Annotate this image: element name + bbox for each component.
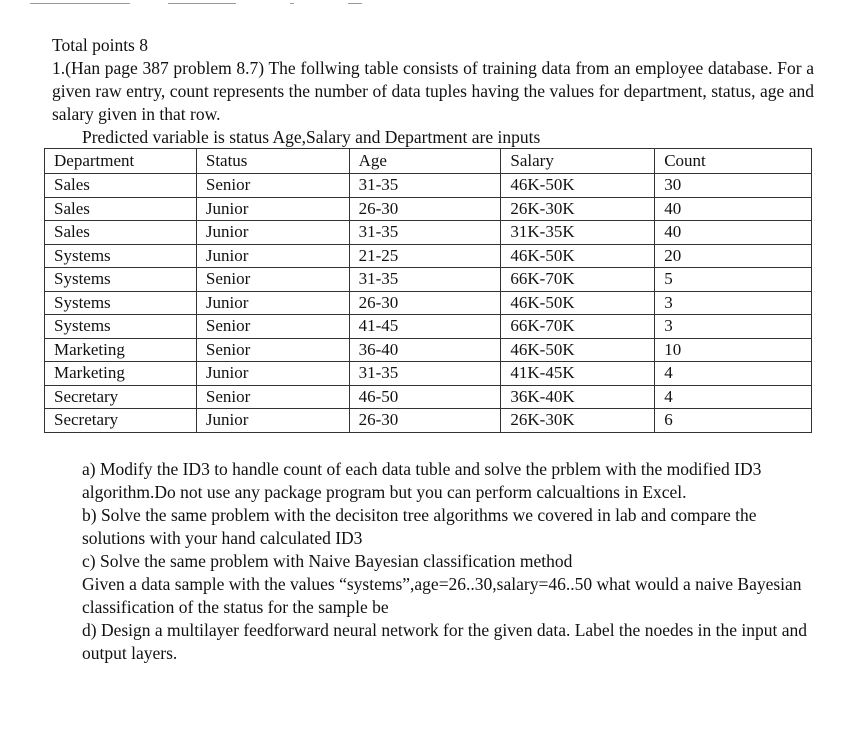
- cell-status: Senior: [196, 268, 349, 292]
- table-row: [45, 338, 812, 362]
- cell-count: 3: [655, 315, 812, 339]
- cell-status: Junior: [196, 409, 349, 433]
- top-edge-marks: [30, 2, 430, 6]
- header-department: Department: [45, 149, 197, 174]
- cell-age: 26-30: [349, 197, 501, 221]
- table-row: [45, 315, 812, 339]
- cell-salary: 36K-40K: [501, 385, 655, 409]
- cell-department: Systems: [45, 291, 197, 315]
- cell-status: Senior: [196, 174, 349, 198]
- header-age: Age: [349, 149, 501, 174]
- cell-status: Junior: [196, 221, 349, 245]
- table-row: [45, 291, 812, 315]
- cell-age: 46-50: [349, 385, 501, 409]
- cell-age: 31-35: [349, 174, 501, 198]
- cell-status: Junior: [196, 362, 349, 386]
- questions-section: [82, 458, 808, 665]
- question-a: a) Modify the ID3 to handle count of each data tuble and solve the prblem with the modified ID3 algorithm.Do not use any package program but you can perform calcualtions in Excel.: [82, 459, 762, 502]
- problem-statement: 1.(Han page 387 problem 8.7) The follwing table consists of training data from an employee database. For a given raw entry, count represents the number of data tuples having the values for department, status, age and salary given in that row.: [52, 58, 814, 124]
- cell-department: Systems: [45, 244, 197, 268]
- cell-count: 40: [655, 197, 812, 221]
- cell-salary: 46K-50K: [501, 291, 655, 315]
- cell-age: 31-35: [349, 268, 501, 292]
- table-row: [45, 197, 812, 221]
- header-count: Count: [655, 149, 812, 174]
- table-row: [45, 244, 812, 268]
- cell-count: 30: [655, 174, 812, 198]
- table-row: [45, 221, 812, 245]
- table-row: [45, 174, 812, 198]
- cell-department: Marketing: [45, 362, 197, 386]
- cell-status: Junior: [196, 197, 349, 221]
- cell-age: 26-30: [349, 409, 501, 433]
- cell-status: Senior: [196, 338, 349, 362]
- cell-department: Sales: [45, 221, 197, 245]
- question-c-sample: Given a data sample with the values “systems”,age=26..30,salary=46..50 what would a naive Bayesian classification of the status for the sample be: [82, 574, 802, 617]
- table-row: [45, 409, 812, 433]
- table-row: [45, 385, 812, 409]
- cell-age: 41-45: [349, 315, 501, 339]
- cell-count: 10: [655, 338, 812, 362]
- cell-department: Sales: [45, 197, 197, 221]
- total-points: Total points 8: [52, 35, 148, 55]
- cell-salary: 26K-30K: [501, 197, 655, 221]
- cell-age: 21-25: [349, 244, 501, 268]
- cell-count: 5: [655, 268, 812, 292]
- table-row: [45, 362, 812, 386]
- cell-count: 4: [655, 362, 812, 386]
- cell-count: 6: [655, 409, 812, 433]
- cell-department: Secretary: [45, 385, 197, 409]
- cell-age: 31-35: [349, 362, 501, 386]
- cell-age: 31-35: [349, 221, 501, 245]
- cell-salary: 46K-50K: [501, 244, 655, 268]
- header-salary: Salary: [501, 149, 655, 174]
- cell-salary: 46K-50K: [501, 174, 655, 198]
- cell-salary: 66K-70K: [501, 268, 655, 292]
- training-data-table: [44, 148, 812, 433]
- cell-salary: 31K-35K: [501, 221, 655, 245]
- table-header-row: [45, 149, 812, 174]
- cell-status: Senior: [196, 385, 349, 409]
- cell-salary: 66K-70K: [501, 315, 655, 339]
- predicted-variable-note: Predicted variable is status Age,Salary and Department are inputs: [82, 127, 541, 147]
- question-d: d) Design a multilayer feedforward neural network for the given data. Label the noedes in the input and output layers.: [82, 620, 808, 663]
- cell-department: Systems: [45, 268, 197, 292]
- cell-count: 3: [655, 291, 812, 315]
- cell-count: 4: [655, 385, 812, 409]
- question-b: b) Solve the same problem with the decisiton tree algorithms we covered in lab and compare the solutions with your hand calculated ID3: [82, 505, 757, 548]
- cell-department: Secretary: [45, 409, 197, 433]
- cell-status: Junior: [196, 244, 349, 268]
- cell-salary: 26K-30K: [501, 409, 655, 433]
- cell-salary: 41K-45K: [501, 362, 655, 386]
- cell-department: Systems: [45, 315, 197, 339]
- cell-age: 36-40: [349, 338, 501, 362]
- cell-count: 40: [655, 221, 812, 245]
- question-c: c) Solve the same problem with Naive Bayesian classification method: [82, 551, 573, 571]
- cell-age: 26-30: [349, 291, 501, 315]
- cell-department: Sales: [45, 174, 197, 198]
- cell-status: Senior: [196, 315, 349, 339]
- table-row: [45, 268, 812, 292]
- cell-count: 20: [655, 244, 812, 268]
- cell-status: Junior: [196, 291, 349, 315]
- problem-header: [52, 34, 814, 149]
- cell-salary: 46K-50K: [501, 338, 655, 362]
- header-status: Status: [196, 149, 349, 174]
- cell-department: Marketing: [45, 338, 197, 362]
